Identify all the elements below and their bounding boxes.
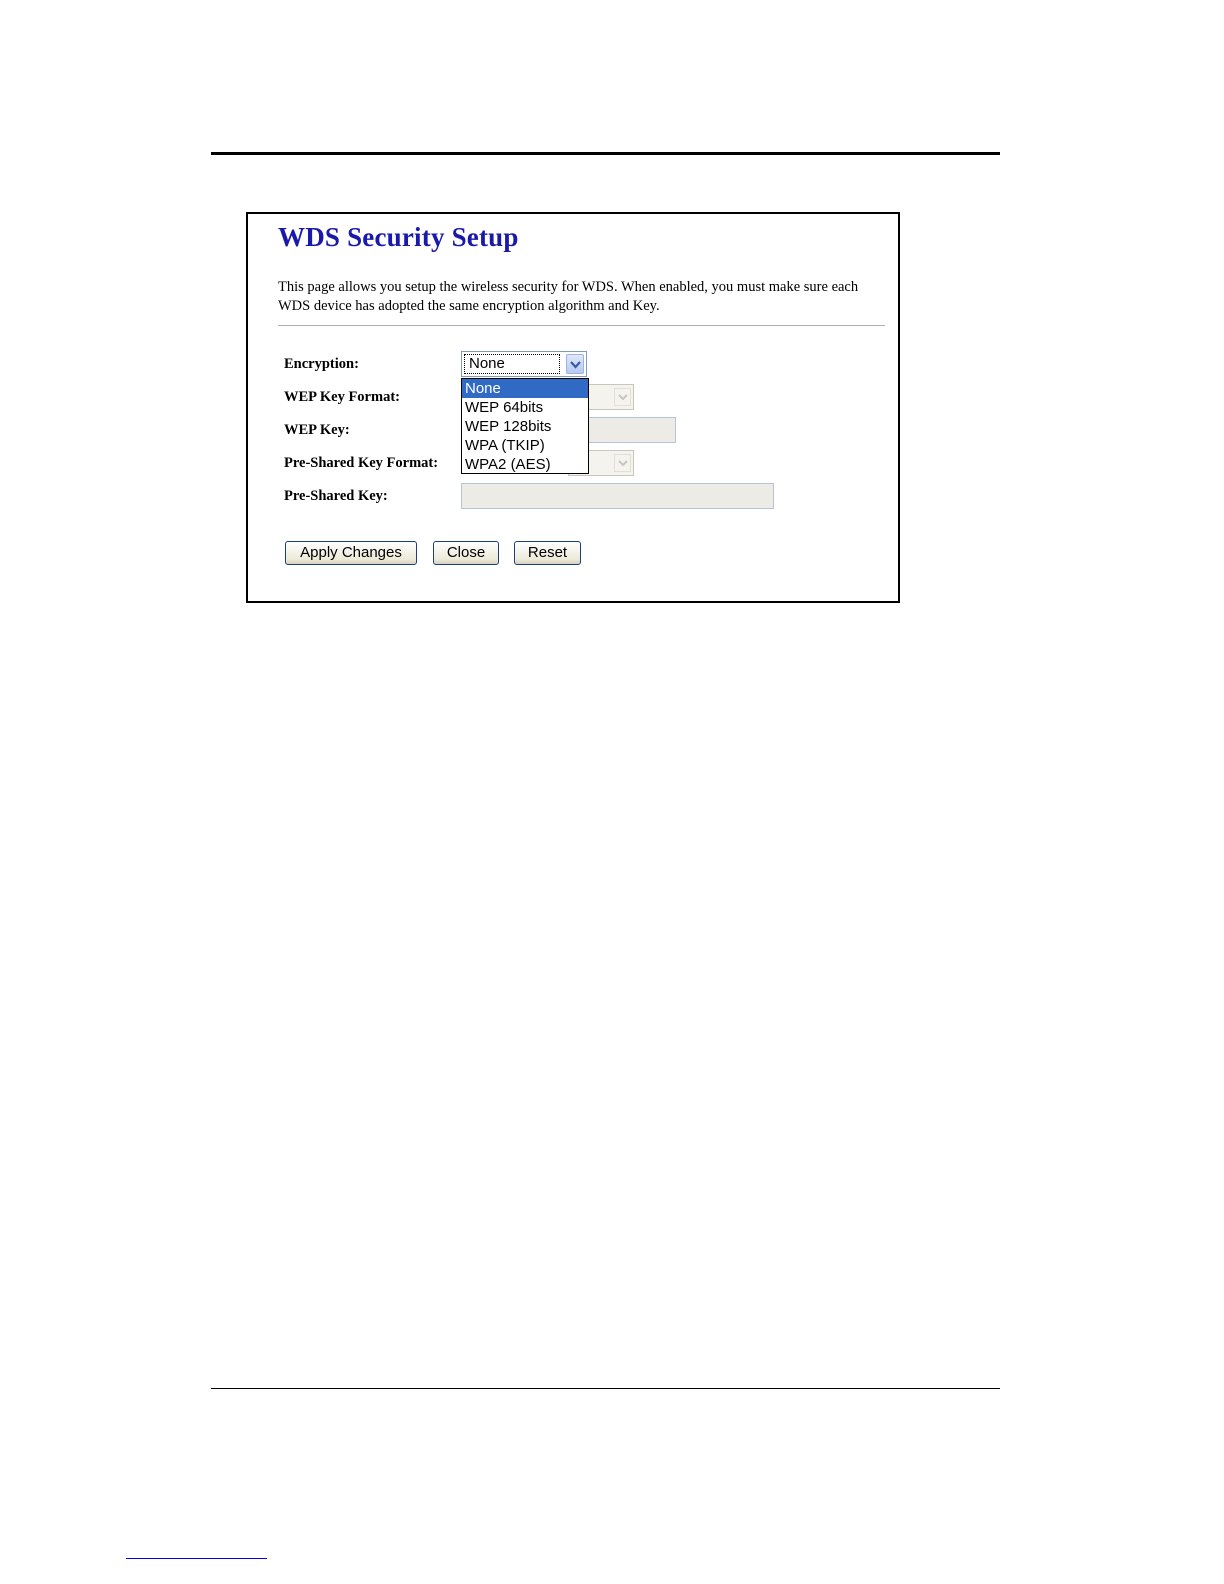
- dropdown-option-none[interactable]: None: [462, 379, 588, 398]
- dropdown-option-wpa2-aes[interactable]: WPA2 (AES): [465, 456, 551, 473]
- encryption-selected-value: None: [464, 354, 560, 374]
- encryption-select[interactable]: [461, 351, 587, 377]
- footer-rule: [211, 1388, 1000, 1389]
- divider: [278, 325, 885, 326]
- header-rule: [211, 152, 1000, 155]
- reset-button[interactable]: Reset: [514, 541, 581, 565]
- wds-security-panel: [246, 212, 900, 603]
- footer-link-underline: [126, 1558, 267, 1559]
- dropdown-option-wpa-tkip[interactable]: WPA (TKIP): [465, 437, 545, 454]
- chevron-down-icon[interactable]: [566, 354, 584, 374]
- dropdown-option-wep128[interactable]: WEP 128bits: [465, 418, 552, 435]
- pre-shared-key-input[interactable]: [461, 483, 774, 509]
- page-title: WDS Security Setup: [278, 222, 519, 252]
- chevron-down-icon: [614, 388, 631, 406]
- wep-key-label: WEP Key:: [284, 422, 350, 438]
- pre-shared-key-label: Pre-Shared Key:: [284, 488, 388, 504]
- page-description: This page allows you setup the wireless security for WDS. When enabled, you must make sure each WDS device has adopted the same encryption algorithm and Key.: [278, 279, 859, 314]
- apply-changes-button[interactable]: Apply Changes: [285, 541, 417, 565]
- encryption-dropdown-list: [461, 378, 589, 474]
- close-button[interactable]: Close: [433, 541, 499, 565]
- wep-key-format-label: WEP Key Format:: [284, 389, 400, 405]
- dropdown-option-wep64[interactable]: WEP 64bits: [465, 399, 544, 416]
- pre-shared-key-format-label: Pre-Shared Key Format:: [284, 455, 439, 471]
- encryption-label: Encryption:: [284, 356, 359, 372]
- chevron-down-icon: [614, 454, 631, 472]
